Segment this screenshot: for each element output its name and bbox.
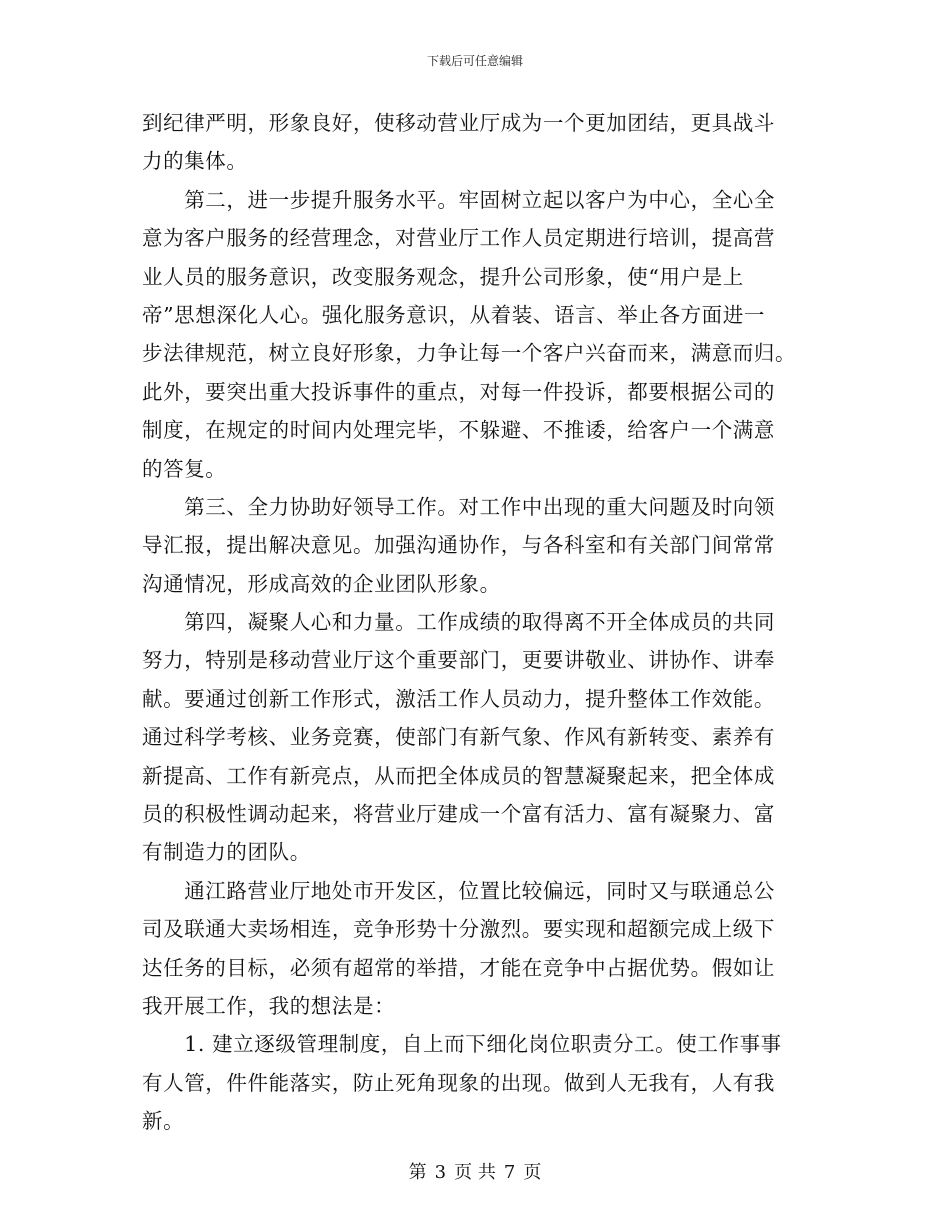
text-line: 努力，特别是移动营业厅这个重要部门，更要讲敬业、讲协作、讲奉 <box>142 648 775 673</box>
text-line: 有人管，件件能落实，防止死角现象的出现。做到人无我有，人有我 <box>142 1070 775 1095</box>
text-line: 通江路营业厅地处市开发区，位置比较偏远，同时又与联通总公 <box>142 878 775 903</box>
text-line: 到纪律严明，形象良好，使移动营业厅成为一个更加团结，更具战斗 <box>142 111 775 135</box>
text-line: 新。 <box>142 1109 185 1134</box>
text-line: 制度，在规定的时间内处理完毕，不躲避、不推诿，给客户一个满意 <box>142 418 775 443</box>
page-number: 3 <box>434 1162 447 1183</box>
text-line: 有制造力的团队。 <box>142 840 311 865</box>
text-line: 第二，进一步提升服务水平。牢固树立起以客户为中心，全心全 <box>142 187 775 212</box>
text-line: 我开展工作，我的想法是： <box>142 993 396 1018</box>
text-line: 第三、全力协助好领导工作。对工作中出现的重大问题及时向领 <box>142 494 775 519</box>
footer-prefix: 第 <box>408 1162 427 1183</box>
page-footer <box>0 1158 950 1184</box>
footer-suffix: 页 <box>523 1162 542 1183</box>
text-line: 的答复。 <box>142 456 227 481</box>
text-line: 达任务的目标，必须有超常的举措，才能在竞争中占据优势。假如让 <box>142 955 775 980</box>
document-body <box>142 104 822 1141</box>
text-line: 业人员的服务意识，改变服务观念，提升公司形象，使“用户是上 <box>142 264 744 289</box>
page-header: 下载后可任意编辑 <box>426 54 523 68</box>
text-line: 1. 建立逐级管理制度，自上而下细化岗位职责分工。使工作事事 <box>142 1032 782 1057</box>
text-line: 导汇报，提出解决意见。加强沟通协作，与各科室和有关部门间常常 <box>142 533 775 558</box>
text-line: 员的积极性调动起来，将营业厅建成一个富有活力、富有凝聚力、富 <box>142 802 775 827</box>
text-line: 沟通情况，形成高效的企业团队形象。 <box>142 571 501 596</box>
text-line: 此外，要突出重大投诉事件的重点，对每一件投诉，都要根据公司的 <box>142 379 775 404</box>
text-line: 第四，凝聚人心和力量。工作成绩的取得离不开全体成员的共同 <box>142 610 775 635</box>
text-line: 献。要通过创新工作形式，激活工作人员动力，提升整体工作效能。 <box>142 686 775 711</box>
text-line: 意为客户服务的经营理念，对营业厅工作人员定期进行培训，提高营 <box>142 226 775 251</box>
text-line: 步法律规范，树立良好形象，力争让每一个客户兴奋而来，满意而归。 <box>142 341 797 366</box>
text-line: 通过科学考核、业务竞赛，使部门有新气象、作风有新转变、素养有 <box>142 725 775 750</box>
text-line: 新提高、工作有新亮点，从而把全体成员的智慧凝聚起来，把全体成 <box>142 763 775 788</box>
footer-middle: 页 共 <box>454 1162 496 1183</box>
text-line: 力的集体。 <box>142 149 248 174</box>
text-line: 司及联通大卖场相连，竞争形势十分激烈。要实现和超额完成上级下 <box>142 917 775 942</box>
text-line: 帝”思想深化人心。强化服务意识，从着装、语言、举止各方面进一 <box>142 302 765 327</box>
total-pages: 7 <box>503 1162 516 1183</box>
